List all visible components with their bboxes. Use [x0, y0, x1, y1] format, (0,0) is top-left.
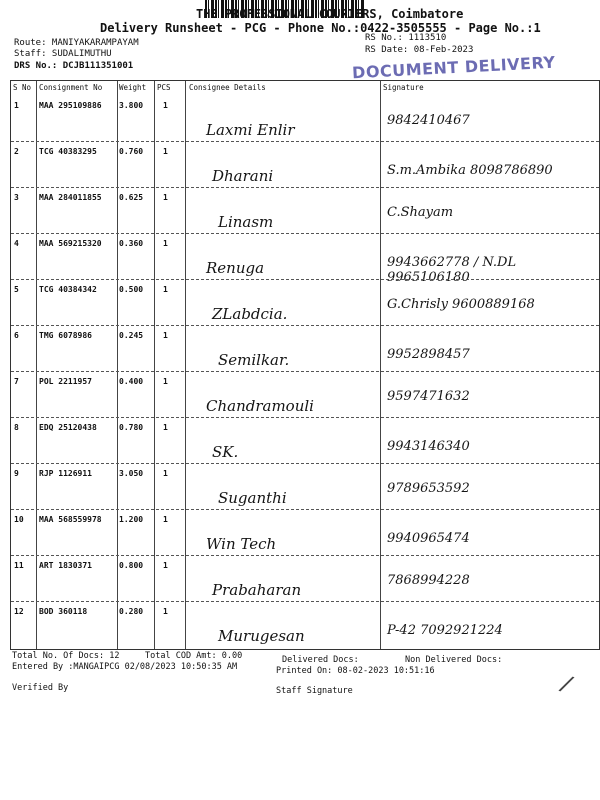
row-signature: S.m.Ambika 8098786890 — [387, 163, 553, 178]
row-consignee-name: Murugesan — [218, 627, 305, 645]
route-text: Route: MANIYAKARAMPAYAM — [14, 38, 139, 48]
row-signature: P-42 7092921224 — [387, 623, 503, 638]
row-sno: 2 — [14, 147, 19, 156]
row-pcs: 1 — [163, 607, 168, 616]
row-divider — [11, 141, 599, 142]
staff-text: Staff: SUDALIMUTHU — [14, 49, 112, 59]
row-signature: 9943662778 / N.DL 9965106180 — [387, 255, 517, 285]
row-divider — [11, 187, 599, 188]
row-pcs: 1 — [163, 193, 168, 202]
row-pcs: 1 — [163, 331, 168, 340]
row-pcs: 1 — [163, 285, 168, 294]
row-sno: 1 — [14, 101, 19, 110]
row-sno: 3 — [14, 193, 19, 202]
row-divider — [11, 417, 599, 418]
row-sno: 11 — [14, 561, 24, 570]
row-divider — [11, 233, 599, 234]
row-weight: 0.360 — [119, 239, 144, 248]
row-signature: 7868994228 — [387, 573, 470, 588]
row-consignee-name: Linasm — [218, 213, 274, 231]
row-sno: 5 — [14, 285, 19, 294]
row-weight: 0.625 — [119, 193, 144, 202]
row-pcs: 1 — [163, 377, 168, 386]
row-consignee-name: Laxmi Enlir — [206, 121, 295, 139]
row-signature: C.Shayam — [387, 205, 454, 220]
row-pcs: 1 — [163, 101, 168, 110]
row-pcs: 1 — [163, 147, 168, 156]
row-consignment-no: EDQ 25120438 — [39, 423, 97, 432]
tick-mark: / — [556, 670, 578, 699]
row-consignee-name: Chandramouli — [206, 397, 314, 415]
col-weight-header: Weight — [119, 83, 147, 92]
row-consignment-no: MAA 284011855 — [39, 193, 102, 202]
row-sno: 6 — [14, 331, 19, 340]
row-divider — [11, 325, 599, 326]
row-weight: 0.760 — [119, 147, 144, 156]
row-weight: 0.780 — [119, 423, 144, 432]
row-signature: G.Chrisly 9600889168 — [387, 297, 535, 312]
row-consignment-no: ART 1830371 — [39, 561, 92, 570]
col-signature-header: Signature — [383, 83, 424, 92]
row-weight: 3.800 — [119, 101, 144, 110]
row-sno: 12 — [14, 607, 24, 616]
row-consignee-name: Win Tech — [206, 535, 277, 553]
row-consignee-name: Semilkar. — [218, 351, 290, 369]
col-pcs-header: PCS — [157, 83, 171, 92]
col-consignee-header: Consignee Details — [189, 83, 266, 92]
row-weight: 0.800 — [119, 561, 144, 570]
col-sno-header: S No — [13, 83, 32, 92]
row-weight: 1.200 — [119, 515, 144, 524]
row-consignment-no: BOD 360118 — [39, 607, 88, 616]
row-consignment-no: RJP 1126911 — [39, 469, 92, 478]
row-divider — [11, 509, 599, 510]
row-consignment-no: TCG 40384342 — [39, 285, 97, 294]
row-sno: 4 — [14, 239, 19, 248]
row-sno: 10 — [14, 515, 24, 524]
row-signature: 9597471632 — [387, 389, 470, 404]
row-consignee-name: Suganthi — [218, 489, 287, 507]
row-pcs: 1 — [163, 469, 168, 478]
row-signature: 9842410467 — [387, 113, 470, 128]
row-sno: 8 — [14, 423, 19, 432]
printed-on: Printed On: 08-02-2023 10:51:16 — [276, 666, 435, 676]
row-pcs: 1 — [163, 561, 168, 570]
row-weight: 3.050 — [119, 469, 144, 478]
drs-number: DRS No.: DCJB111351001 — [14, 61, 134, 71]
total-cod: Total COD Amt: 0.00 — [145, 651, 243, 661]
row-weight: 0.400 — [119, 377, 144, 386]
document-delivery-stamp: DOCUMENT DELIVERY — [351, 52, 556, 83]
col-consignment-header: Consignment No — [39, 83, 103, 92]
row-divider — [11, 601, 599, 602]
row-consignment-no: MAA 569215320 — [39, 239, 102, 248]
row-pcs: 1 — [163, 515, 168, 524]
row-consignment-no: MAA 295109886 — [39, 101, 102, 110]
row-divider — [11, 555, 599, 556]
verified-by: Verified By — [12, 683, 69, 693]
row-divider — [11, 463, 599, 464]
row-weight: 0.500 — [119, 285, 144, 294]
runsheet-title: Delivery Runsheet - PCG - Phone No.:0422-3505555 - Page No.:1 — [100, 21, 541, 35]
non-delivered-docs: Non Delivered Docs: — [405, 655, 503, 665]
row-consignee-name: Renuga — [206, 259, 265, 277]
row-pcs: 1 — [163, 239, 168, 248]
row-consignee-name: SK. — [212, 443, 239, 461]
row-divider — [11, 279, 599, 280]
row-consignment-no: TMG 6078986 — [39, 331, 92, 340]
row-consignment-no: POL 2211957 — [39, 377, 92, 386]
row-divider — [11, 371, 599, 372]
row-consignment-no: MAA 568559978 — [39, 515, 102, 524]
row-consignee-name: ZLabdcia. — [212, 305, 288, 323]
row-weight: 0.280 — [119, 607, 144, 616]
total-docs: Total No. Of Docs: 12 — [12, 651, 120, 661]
runsheet-table — [10, 80, 600, 650]
row-consignee-name: Prabaharan — [212, 581, 302, 599]
row-sno: 9 — [14, 469, 19, 478]
rs-date: RS Date: 08-Feb-2023 — [365, 45, 474, 55]
row-consignee-name: Dharani — [212, 167, 274, 185]
row-consignment-no: TCG 40383295 — [39, 147, 97, 156]
row-signature: 9952898457 — [387, 347, 470, 362]
delivered-docs: Delivered Docs: — [282, 655, 359, 665]
company-title: THE PROFESSIONAL COURIERS, Coimbatore — [196, 7, 464, 21]
row-signature: 9789653592 — [387, 481, 470, 496]
entered-by: Entered By :MANGAIPCG 02/08/2023 10:50:35 AM — [12, 662, 238, 672]
row-weight: 0.245 — [119, 331, 144, 340]
row-signature: 9940965474 — [387, 531, 470, 546]
staff-signature: Staff Signature — [276, 686, 353, 696]
rs-number: RS No.: 1113510 — [365, 33, 447, 43]
row-sno: 7 — [14, 377, 19, 386]
row-signature: 9943146340 — [387, 439, 470, 454]
row-pcs: 1 — [163, 423, 168, 432]
